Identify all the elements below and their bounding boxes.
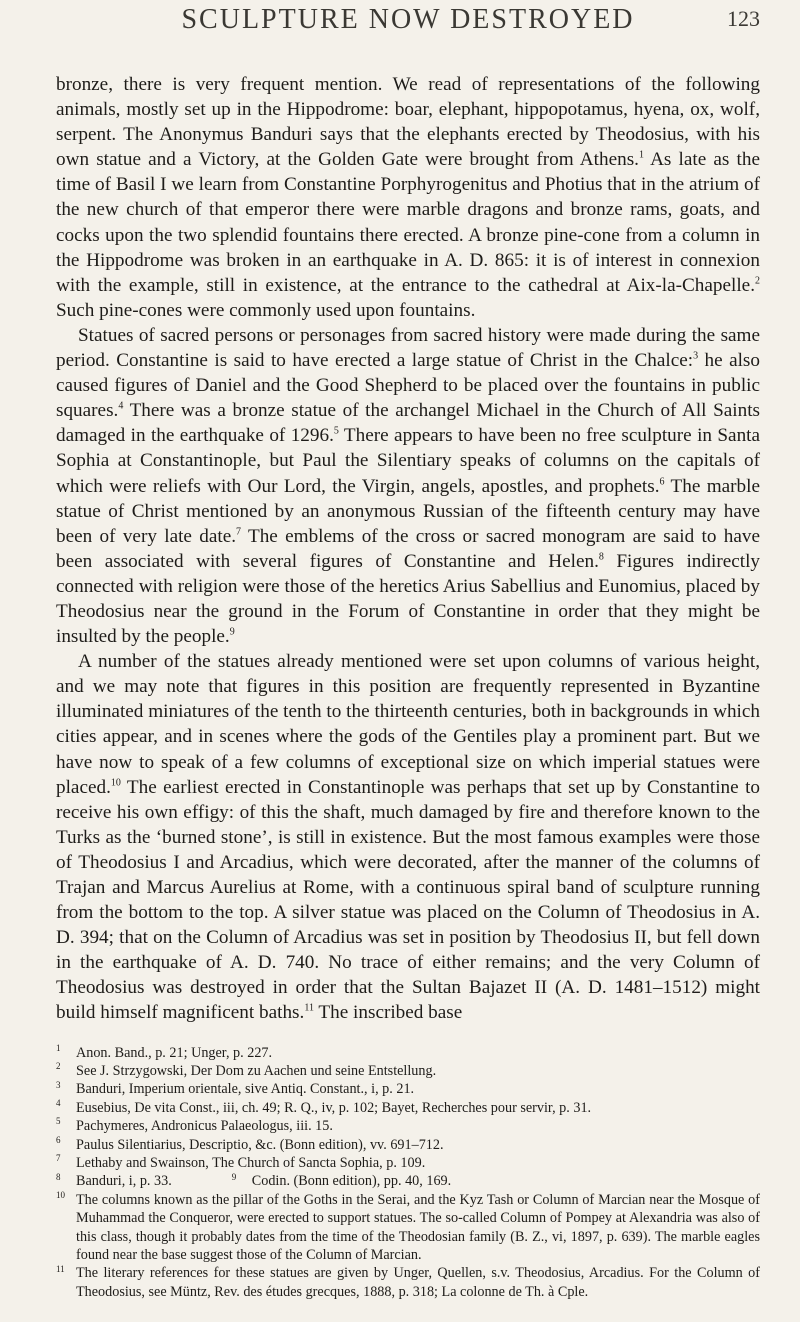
- footnote-text: The literary references for these statues are given by Unger, Quellen, s.v. Theodosius, Arcadius. For the Column of Theodosius, see Müntz, Rev. des études grecques, 1888, p. 318; La colonne de Th. à Cple.: [76, 1265, 760, 1300]
- text-run: he also caused figures of Daniel and the Good Shepherd to be placed over the fountains in public squares.: [56, 350, 760, 422]
- body-text: [56, 72, 760, 1026]
- footnote-row-8-9: [56, 1172, 760, 1190]
- text-run: bronze, there is very frequent mention. We read of representations of the following animals, mostly set up in the Hippodrome: boar, elephant, hippopotamus, hyena, ox, wolf, serpent. The Anonymus Banduri says that the elephants erected by Theodosius, with his own statue and a Victory, at the Golden Gate were brought from Athens.: [56, 74, 760, 171]
- footnote-text: Banduri, i, p. 33.: [76, 1173, 172, 1190]
- footnote-7: 7 Lethaby and Swainson, The Church of Sancta Sophia, p. 109.: [56, 1153, 426, 1171]
- footnote-6: 6 Paulus Silentiarius, Descriptio, &c. (Bonn edition), vv. 691–712.: [56, 1134, 444, 1153]
- footnote-ref[interactable]: 10: [110, 777, 121, 789]
- footnote-text: See J. Strzygowski, Der Dom zu Aachen und seine Entstellung.: [76, 1062, 437, 1079]
- footnote-9: 9 Codin. (Bonn edition), pp. 40, 169.: [231, 1171, 452, 1190]
- footnote-text: Codin. (Bonn edition), pp. 40, 169.: [251, 1173, 452, 1190]
- paragraph-3: [56, 649, 760, 1025]
- text-run: The marble statue of Christ mentioned by an anonymous Russian of the fifteenth century may have been of very late date.: [56, 475, 760, 547]
- text-run: Statues of sacred persons or personages from sacred history were made during the same period. Constantine is said to have erected a large statue of Christ in the Chalce:: [56, 324, 760, 372]
- footnote-text: Pachymeres, Andronicus Palaeologus, iii. 15.: [76, 1118, 333, 1135]
- footnote-ref[interactable]: 1: [638, 149, 644, 161]
- text-run: There was a bronze statue of the archangel Michael in the Church of All Saints damaged in the earthquake of 1296.: [56, 400, 760, 447]
- footnote-8: 8 Banduri, i, p. 33.: [56, 1171, 172, 1190]
- footnote-ref[interactable]: 6: [659, 476, 665, 488]
- text-run: The inscribed base: [313, 1002, 463, 1024]
- footnote-ref[interactable]: 9: [229, 626, 235, 638]
- paragraph-1: [56, 72, 760, 323]
- footnote-ref[interactable]: 4: [118, 400, 124, 412]
- footnote-2: 2 See J. Strzygowski, Der Dom zu Aachen und seine Entstellung.: [56, 1061, 437, 1079]
- text-run: As late as the time of Basil I we learn from Constantine Porphyrogenitus and Photius that in the atrium of the new church of that emperor there were marble dragons and bronze rams, goats, and cocks upon the two splendid fountains there erected. A bronze pine-cone from a column in the Hippodrome was broken in an earthquake in A. D. 865: it is of interest in connexion with the example, still in existence, at the entrance to the cathedral at Aix-la-Chapelle.: [56, 149, 760, 296]
- footnote-text: The columns known as the pillar of the Goths in the Serai, and the Kyz Tash or Column of Marcian near the Mosque of Muhammad the Conqueror, were erected to support statues. The so-called Column of Pompey at Alexandria was also of this class, though it probably dates from the time of the Theodosian family (B. Z., vi, 1897, p. 639). The marble eagles found near the base suggest those of the Column of Marcian.: [76, 1191, 760, 1264]
- text-run: The emblems of the cross or sacred monogram are said to have been associated with several figures of Constantine and Helen.: [56, 525, 760, 572]
- footnote-ref[interactable]: 3: [693, 350, 699, 362]
- footnote-text: Banduri, Imperium orientale, sive Antiq. Constant., i, p. 21.: [76, 1081, 415, 1098]
- footnote-text: Paulus Silentiarius, Descriptio, &c. (Bonn edition), vv. 691–712.: [76, 1136, 444, 1153]
- footnote-11: 11 The literary references for these statues are given by Unger, Quellen, s.v. Theodosius, Arcadius. For the Column of Theodosius, see Müntz, Rev. des études grecques, 1888, p. 318; La colonne de Th. à Cple.: [56, 1263, 760, 1300]
- footnote-ref[interactable]: 2: [755, 275, 760, 287]
- footnote-ref[interactable]: 11: [304, 1003, 314, 1015]
- text-run: The earliest erected in Constantinople was perhaps that set up by Constantine to receive his own effigy: of this the shaft, much damaged by fire and therefore known to the Turks as the ‘burned stone’, is still in existence. But the most famous examples were those of Theodosius I and Arcadius, which were decorated, after the manner of the columns of Trajan and Marcus Aurelius at Rome, with a continuous spiral band of sculpture running from the bottom to the top. A silver statue was placed on the Column of Theodosius in A. D. 394; that on the Column of Arcadius was set in position by Theodosius II, but fell down in the earthquake of A. D. 740. No trace of either remains; and the very Column of Theodosius was destroyed in order that the Sultan Bajazet II (A. D. 1481–1512) might build himself magnificent baths.: [56, 776, 760, 1024]
- footnote-4: 4 Eusebius, De vita Const., iii, ch. 49; R. Q., iv, p. 102; Bayet, Recherches pour servir, p. 31.: [56, 1098, 592, 1116]
- footnote-ref[interactable]: 5: [333, 425, 339, 437]
- page-number: 123: [727, 6, 760, 31]
- footnote-text: Eusebius, De vita Const., iii, ch. 49; R. Q., iv, p. 102; Bayet, Recherches pour servir, p. 31.: [76, 1099, 592, 1116]
- text-run: Such pine-cones were commonly used upon fountains.: [56, 299, 476, 321]
- footnote-10: 10 The columns known as the pillar of the Goths in the Serai, and the Kyz Tash or Column of Marcian near the Mosque of Muhammad the Conqueror, were erected to support statues. The so-called Column of Pompey at Alexandria was also of this class, though it probably dates from the time of the Theodosian family (B. Z., vi, 1897, p. 639). The marble eagles found near the base suggest those of the Column of Marcian.: [56, 1190, 760, 1264]
- footnote-3: 3 Banduri, Imperium orientale, sive Antiq. Constant., i, p. 21.: [56, 1079, 415, 1098]
- footnote-text: Lethaby and Swainson, The Church of Sancta Sophia, p. 109.: [76, 1155, 426, 1171]
- footnotes: [56, 1044, 760, 1302]
- page-header: [56, 0, 760, 72]
- text-run: A number of the statues already mentioned were set upon columns of various height, and we may note that figures in this position are frequently represented in Byzantine illuminated miniatures of the tenth to the thirteenth centuries, both in backgrounds in which cities appear, and in scenes where the gods of the Gentiles play a prominent part. But we have now to speak of a few columns of exceptional size on which imperial statues were placed.: [56, 651, 760, 798]
- text-run: Figures indirectly connected with religion were those of the heretics Arius Sabellius and Eunomius, placed by Theodosius near the ground in the Forum of Constantine in order that they might be insulted by the people.: [56, 550, 760, 648]
- footnote-ref[interactable]: 7: [236, 526, 242, 538]
- footnote-1: 1 Anon. Band., p. 21; Unger, p. 227.: [56, 1042, 273, 1061]
- running-title: SCULPTURE NOW DESTROYED: [181, 4, 635, 35]
- text-run: There appears to have been no free sculpture in Santa Sophia at Constantinople, but Paul the Silentiary speaks of columns on the capitals of which were reliefs with Our Lord, the Virgin, angels, apostles, and prophets.: [56, 425, 761, 497]
- paragraph-2: [56, 323, 760, 649]
- footnote-5: 5 Pachymeres, Andronicus Palaeologus, iii. 15.: [56, 1116, 333, 1135]
- footnote-text: Anon. Band., p. 21; Unger, p. 227.: [76, 1044, 273, 1061]
- footnote-ref[interactable]: 8: [598, 551, 604, 563]
